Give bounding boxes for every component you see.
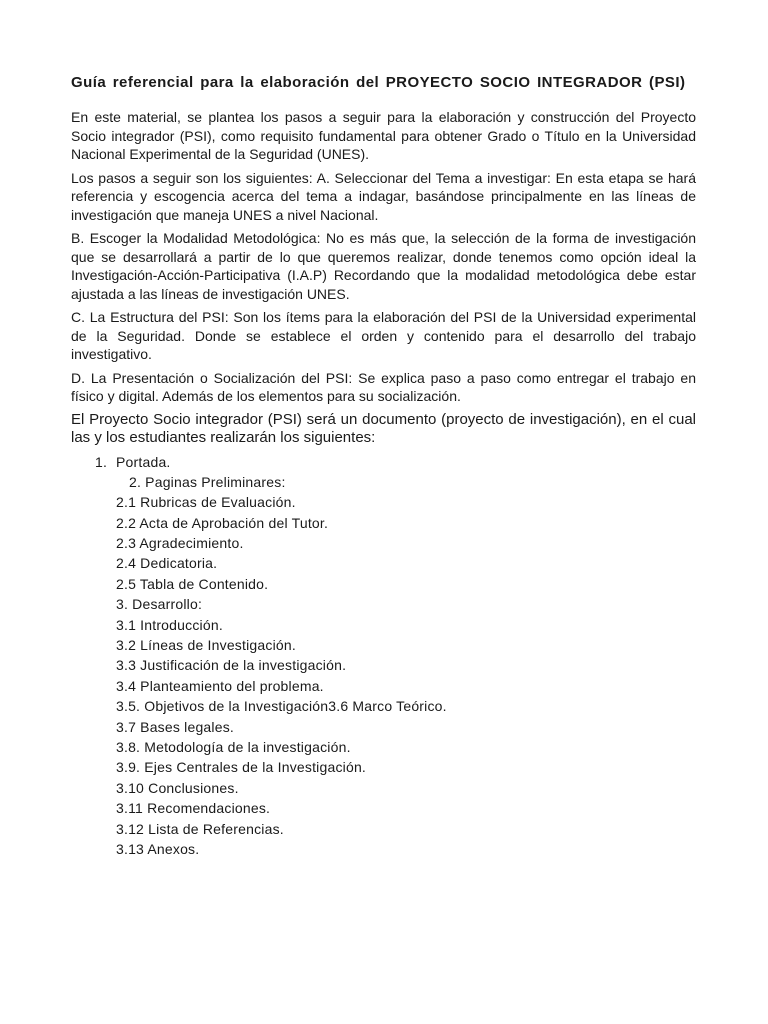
list-item: 3.1 Introducción. [116, 616, 223, 633]
list-item: 3.13 Anexos. [116, 840, 200, 857]
document-title: Guía referencial para la elaboración del PROYECTO SOCIO INTEGRADOR (PSI) [71, 74, 686, 91]
list-item: 3.10 Conclusiones. [116, 779, 239, 796]
psi-structure-list [71, 452, 696, 860]
list-item: 2.2 Acta de Aprobación del Tutor. [116, 514, 329, 531]
list-item: 3.2 Líneas de Investigación. [116, 637, 296, 654]
paragraph-psi-intro: El Proyecto Socio integrador (PSI) será un documento (proyecto de investigación), en el cual las y los estudiantes realizarán los siguientes: [71, 410, 696, 446]
list-item: 3.3 Justificación de la investigación. [116, 657, 347, 674]
paragraph-steps-a: Los pasos a seguir son los siguientes: A. Seleccionar del Tema a investigar: En esta etapa se hará referencia y escogencia acerca del tema a indagar, basándose principalmente en las líneas de investigación que maneja UNES a nivel Nacional. [71, 169, 696, 223]
list-item: 3.5. Objetivos de la Investigación3.6 Marco Teórico. [116, 698, 447, 715]
list-item: 2.1 Rubricas de Evaluación. [116, 494, 296, 511]
paragraph-step-c: C. La Estructura del PSI: Son los ítems para la elaboración del PSI de la Universidad experimental de la Seguridad. Donde se establece el orden y contenido para el desarrollo del trabajo investigativo. [71, 309, 696, 362]
list-item: 3.12 Lista de Referencias. [116, 820, 284, 837]
list-item: 3.9. Ejes Centrales de la Investigación. [116, 759, 367, 776]
paragraph-step-b: B. Escoger la Modalidad Metodológica: No es más que, la selección de la forma de investigación que se desarrollará a partir de lo que queremos realizar, donde tenemos como opción ideal la Investigación-Acción-Participativa (I.A.P) Recordando que la modalidad metodológica debe estar ajustada a las líneas de investigación UNES. [71, 230, 696, 302]
list-item: 2.3 Agradecimiento. [116, 535, 244, 552]
list-item: 3.11 Recomendaciones. [116, 800, 271, 817]
document-page [71, 72, 696, 859]
list-item: 3.4 Planteamiento del problema. [116, 677, 324, 694]
list-item: 2.4 Dedicatoria. [116, 555, 218, 572]
list-item [71, 452, 696, 472]
paragraph-step-d: D. La Presentación o Socialización del PSI: Se explica paso a paso como entregar el trabajo en físico y digital. Además de los elementos para su socialización. [71, 369, 696, 404]
list-item: 3.8. Metodología de la investigación. [116, 738, 351, 755]
list-item: 3.7 Bases legales. [116, 718, 235, 735]
list-item-text: Portada. [116, 453, 171, 470]
list-item: 2.5 Tabla de Contenido. [116, 575, 269, 592]
list-item: 2. Paginas Preliminares: [129, 473, 286, 490]
list-item: 3. Desarrollo: [116, 596, 203, 613]
list-number: 1. [95, 453, 108, 470]
paragraph-intro-material: En este material, se plantea los pasos a seguir para la elaboración y construcción del Proyecto Socio integrador (PSI), como requisito fundamental para obtener Grado o Título en la Universidad Nacional Experimental de la Seguridad (UNES). [71, 109, 696, 162]
